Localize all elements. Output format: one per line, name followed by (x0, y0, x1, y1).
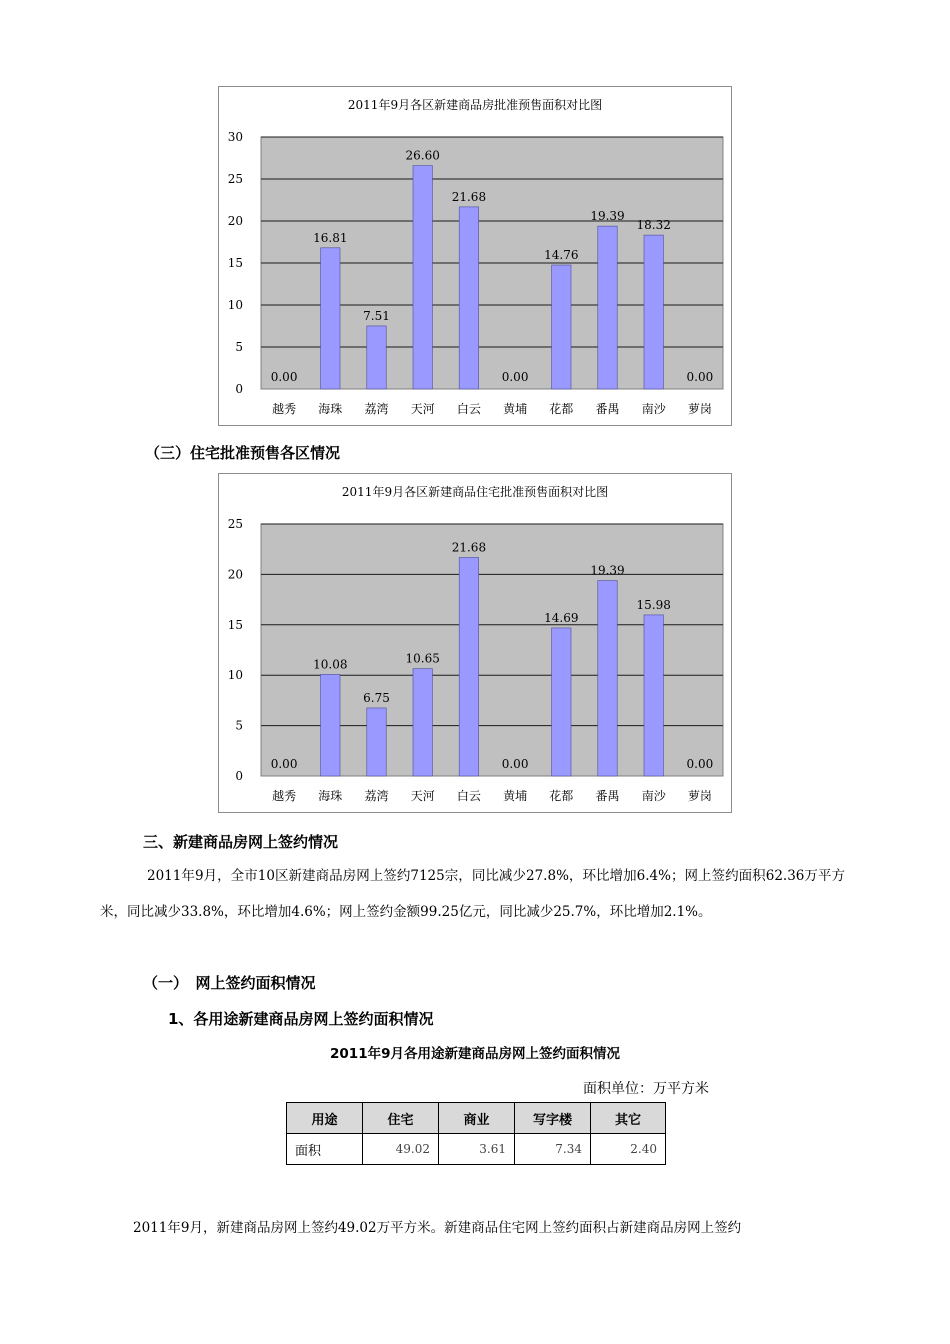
table-cell-office: 7.34 (515, 1134, 591, 1165)
data-label: 0.00 (686, 370, 714, 384)
x-tick-label: 白云 (456, 402, 481, 416)
data-label: 10.65 (405, 651, 440, 666)
y-tick-label: 0 (235, 382, 243, 396)
table-row (287, 1134, 666, 1165)
y-tick-label: 20 (227, 214, 243, 228)
y-tick-label: 5 (235, 340, 243, 354)
bar (367, 326, 386, 389)
y-tick-label: 20 (227, 567, 243, 582)
y-tick-label: 15 (227, 256, 243, 270)
bar (321, 248, 340, 389)
x-tick-label: 萝岗 (687, 402, 712, 416)
bar (644, 615, 663, 776)
x-tick-label: 花都 (549, 789, 574, 803)
x-tick-label: 天河 (410, 402, 435, 416)
bar (459, 557, 478, 776)
data-label: 7.51 (363, 308, 390, 323)
data-label: 14.76 (544, 248, 579, 263)
x-tick-label: 花都 (549, 402, 574, 416)
x-tick-label: 海珠 (318, 789, 343, 803)
table-cell-other: 2.40 (591, 1134, 666, 1165)
data-label: 21.68 (451, 189, 487, 204)
bar (413, 669, 432, 776)
closing-paragraph: 2011年9月，新建商品房网上签约49.02万平方米。新建商品住宅网上签约面积占新建商品房网上签约 (133, 1220, 742, 1236)
bar (644, 235, 663, 389)
y-tick-label: 25 (227, 517, 243, 531)
bar (598, 581, 617, 776)
data-label: 0.00 (501, 757, 529, 771)
data-label: 18.32 (636, 218, 671, 233)
data-label: 0.00 (270, 757, 298, 771)
y-tick-label: 0 (235, 769, 243, 783)
y-tick-label: 5 (235, 718, 243, 733)
chart-title: 2011年9月各区新建商品住宅批准预售面积对比图 (341, 485, 609, 499)
bar (321, 674, 340, 776)
bar (459, 207, 478, 389)
x-tick-label: 南沙 (641, 789, 666, 803)
bar (367, 708, 386, 776)
x-tick-label: 黄埔 (503, 402, 528, 416)
x-tick-label: 越秀 (272, 402, 297, 416)
data-label: 0.00 (686, 757, 714, 771)
x-tick-label: 黄埔 (503, 789, 528, 803)
y-tick-label: 15 (227, 617, 243, 632)
x-tick-label: 白云 (456, 789, 481, 803)
bar (413, 166, 432, 389)
table-header-cell: 用途 (287, 1103, 363, 1134)
data-label: 19.39 (590, 563, 625, 578)
table-header-cell: 其它 (591, 1103, 666, 1134)
presale-area-chart (218, 86, 732, 426)
x-tick-label: 南沙 (641, 402, 666, 416)
y-tick-label: 10 (227, 298, 243, 312)
section-heading-residential-presale: （三）住宅批准预售各区情况 (145, 444, 341, 462)
table-header-cell: 住宅 (363, 1103, 439, 1134)
x-tick-label: 番禺 (595, 789, 620, 803)
data-label: 6.75 (363, 690, 390, 705)
data-label: 0.00 (501, 370, 529, 384)
x-tick-label: 越秀 (272, 789, 297, 803)
chart-title: 2011年9月各区新建商品房批准预售面积对比图 (347, 98, 603, 112)
y-tick-label: 25 (227, 172, 243, 186)
usage-area-table (286, 1102, 666, 1165)
x-tick-label: 天河 (410, 789, 435, 803)
data-label: 0.00 (270, 370, 298, 384)
data-label: 26.60 (405, 148, 440, 163)
x-tick-label: 番禺 (595, 402, 620, 416)
residential-presale-area-chart (218, 473, 732, 813)
y-tick-label: 30 (227, 130, 243, 144)
y-tick-label: 10 (227, 668, 243, 683)
data-label: 16.81 (313, 230, 348, 245)
x-tick-label: 荔湾 (364, 402, 389, 416)
table-cell-residential: 49.02 (363, 1134, 439, 1165)
table-header-cell: 写字楼 (515, 1103, 591, 1134)
residential-presale-area-chart-svg (219, 474, 731, 812)
subsection-heading-by-usage: 1、各用途新建商品房网上签约面积情况 (168, 1010, 434, 1028)
table-header-cell: 商业 (439, 1103, 515, 1134)
data-label: 10.08 (313, 657, 348, 672)
bar (552, 265, 571, 389)
data-label: 14.69 (544, 610, 579, 625)
table-row-label: 面积 (287, 1134, 363, 1165)
table-caption: 2011年9月各用途新建商品房网上签约面积情况 (330, 1046, 620, 1062)
data-label: 21.68 (451, 540, 487, 555)
x-tick-label: 萝岗 (687, 789, 712, 803)
section-heading-online-signing: 三、新建商品房网上签约情况 (143, 833, 339, 851)
x-tick-label: 荔湾 (364, 789, 389, 803)
bar (552, 628, 571, 776)
x-tick-label: 海珠 (318, 402, 343, 416)
presale-area-chart-svg (219, 87, 731, 425)
table-header-row (287, 1103, 666, 1134)
bar (598, 226, 617, 389)
subsection-heading-online-area: （一） 网上签约面积情况 (143, 974, 316, 992)
data-label: 15.98 (636, 597, 671, 612)
table-cell-commercial: 3.61 (439, 1134, 515, 1165)
table-unit-note: 面积单位：万平方米 (583, 1081, 709, 1097)
online-signing-paragraph: 2011年9月，全市10区新建商品房网上签约7125宗，同比减少27.8%，环比增加6.4%；网上签约面积62.36万平方米，同比减少33.8%，环比增加4.6%；网上签约金额99.25亿元，同比减少25.7%，环比增加2.1%。 (100, 868, 845, 920)
data-label: 19.39 (590, 209, 625, 224)
